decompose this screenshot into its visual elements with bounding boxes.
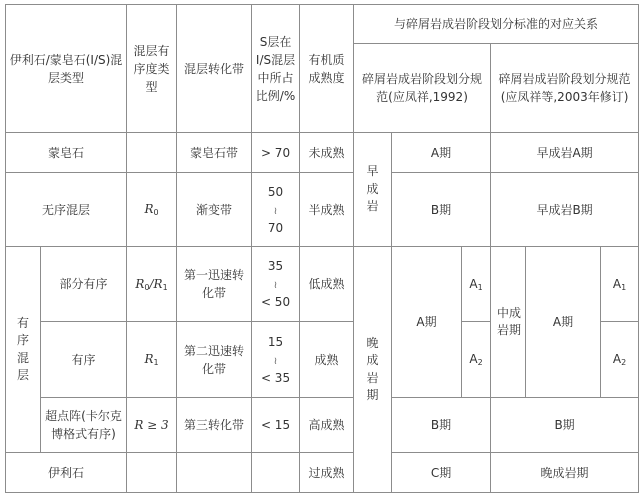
row-disordered-order: $R_0$ — [127, 173, 177, 247]
row-montmorillonite-order — [127, 133, 177, 173]
ordered-mixed-layer-group: 有序混层 — [6, 247, 41, 453]
row-superlattice-1992: B期 — [392, 398, 491, 453]
header-zone: 混层转化带 — [177, 5, 252, 133]
row-montmorillonite-zone: 蒙皂石带 — [177, 133, 252, 173]
header-s-percent: S层在I/S混层中所占比例/% — [252, 5, 300, 133]
row-ordered-zone: 第二迅速转化带 — [177, 322, 252, 398]
row-disordered-organic: 半成熟 — [300, 173, 354, 247]
row-partial-2003-sub: $A_1$ — [601, 247, 639, 322]
header-standard-2003: 碎屑岩成岩阶段划分规范(应凤祥等,2003年修订) — [491, 44, 639, 133]
middle-diagenesis-stage-2003: 中成岩期 — [491, 247, 526, 398]
row-superlattice-2003: B期 — [491, 398, 639, 453]
early-diagenesis-stage: 早成岩 — [354, 133, 392, 247]
a-period-2003: A期 — [526, 247, 601, 398]
row-partial-1992-sub: $A_1$ — [462, 247, 491, 322]
row-partial-organic: 低成熟 — [300, 247, 354, 322]
row-disordered-2003: 早成岩B期 — [491, 173, 639, 247]
row-illite-2003: 晚成岩期 — [491, 453, 639, 493]
row-superlattice-zone: 第三转化带 — [177, 398, 252, 453]
row-ordered-s-percent: 15 ≀ < 35 — [252, 322, 300, 398]
header-relation: 与碎屑岩成岩阶段划分标准的对应关系 — [354, 5, 639, 44]
row-ordered-order: $R_1$ — [127, 322, 177, 398]
row-illite-type: 伊利石 — [6, 453, 127, 493]
row-illite-1992: C期 — [392, 453, 491, 493]
row-superlattice-s-percent: < 15 — [252, 398, 300, 453]
row-ordered-type: 有序 — [41, 322, 127, 398]
row-disordered-type: 无序混层 — [6, 173, 127, 247]
row-disordered-1992: B期 — [392, 173, 491, 247]
order-symbol: R — [144, 202, 154, 216]
a-period-1992: A期 — [392, 247, 462, 398]
row-montmorillonite-type: 蒙皂石 — [6, 133, 127, 173]
row-partial-type: 部分有序 — [41, 247, 127, 322]
diagenesis-correlation-table — [5, 4, 639, 493]
header-organic-maturity: 有机质成熟度 — [300, 5, 354, 133]
row-illite-organic: 过成熟 — [300, 453, 354, 493]
header-type: 伊利石/蒙皂石(I/S)混层类型 — [6, 5, 127, 133]
row-illite-zone — [177, 453, 252, 493]
row-montmorillonite-2003: 早成岩A期 — [491, 133, 639, 173]
late-diagenesis-stage: 晚成岩期 — [354, 247, 392, 493]
row-montmorillonite-1992: A期 — [392, 133, 491, 173]
row-disordered-s-percent: 50 ≀ 70 — [252, 173, 300, 247]
header-order: 混层有序度类型 — [127, 5, 177, 133]
row-illite-order — [127, 453, 177, 493]
row-partial-order: $R_0/R_1$ — [127, 247, 177, 322]
header-standard-1992: 碎屑岩成岩阶段划分规范(应凤祥,1992) — [354, 44, 491, 133]
row-disordered-zone: 渐变带 — [177, 173, 252, 247]
row-ordered-2003-sub: $A_2$ — [601, 322, 639, 398]
row-partial-zone: 第一迅速转化带 — [177, 247, 252, 322]
row-montmorillonite-organic: 未成熟 — [300, 133, 354, 173]
row-montmorillonite-s-percent: > 70 — [252, 133, 300, 173]
row-ordered-1992-sub: $A_2$ — [462, 322, 491, 398]
row-superlattice-type: 超点阵(卡尔克博格式有序) — [41, 398, 127, 453]
row-superlattice-organic: 高成熟 — [300, 398, 354, 453]
row-partial-s-percent: 35 ≀ < 50 — [252, 247, 300, 322]
row-superlattice-order: R ≥ 3 — [127, 398, 177, 453]
row-ordered-organic: 成熟 — [300, 322, 354, 398]
row-illite-s-percent — [252, 453, 300, 493]
